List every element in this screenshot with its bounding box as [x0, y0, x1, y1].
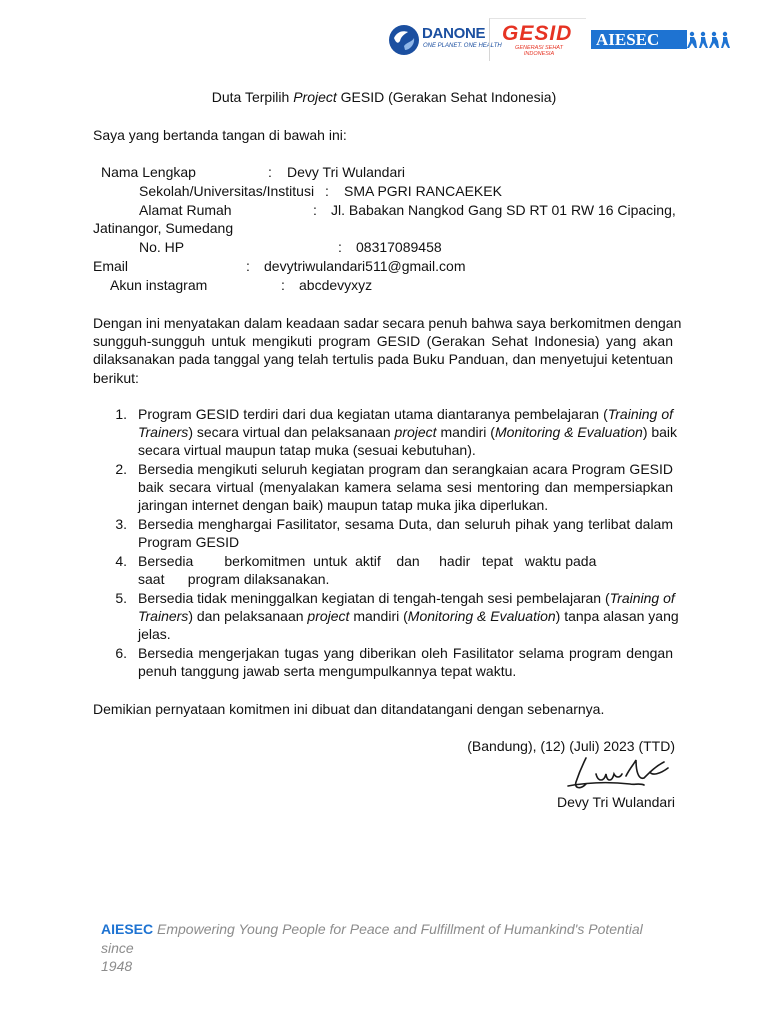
danone-globe-icon	[388, 24, 420, 56]
field-sekolah-label: Sekolah/Universitas/Institusi	[139, 183, 315, 199]
list-number: 1.	[115, 406, 127, 422]
list-item-2-line-3: jaringan internet dengan baik) maupun tatap muka jika diperlukan.	[138, 497, 549, 513]
field-sekolah-colon: :	[325, 183, 329, 199]
list-item-4-line-2: saat program dilaksanakan.	[138, 571, 330, 587]
document-title	[0, 88, 768, 107]
field-instagram-colon: :	[281, 277, 285, 293]
field-hp-label: No. HP	[139, 239, 185, 255]
intro-line: Saya yang bertanda tangan di bawah ini:	[93, 127, 347, 143]
gesid-subtitle: GENERASI SEHAT INDONESIA	[515, 45, 563, 57]
field-instagram-label: Akun instagram	[110, 277, 208, 293]
list-item-6-line-1: Bersedia mengerjakan tugas yang diberikan oleh Fasilitator selama program dengan	[138, 645, 673, 661]
footer	[101, 920, 661, 976]
danone-name: DANONE	[422, 25, 486, 42]
statement-line-2: sungguh-sungguh untuk mengikuti program GESID (Gerakan Sehat Indonesia) yang akan	[93, 333, 673, 349]
signer-name: Devy Tri Wulandari	[556, 794, 675, 810]
list-item-5-line-1: Bersedia tidak meninggalkan kegiatan di tengah-tengah sesi pembelajaran (Training of	[138, 590, 675, 606]
statement-line-4: berikut:	[93, 370, 139, 386]
field-email-value: devytriwulandari511@gmail.com	[264, 258, 466, 274]
list-number: 6.	[115, 645, 127, 661]
list-item-2-line-1: Bersedia mengikuti seluruh kegiatan program dan serangkaian acara Program GESID	[138, 461, 673, 477]
gesid-logo	[489, 18, 586, 61]
date-line: (Bandung), (12) (Juli) 2023 (TTD)	[467, 738, 675, 754]
title-post: GESID (Gerakan Sehat Indonesia)	[336, 89, 557, 105]
field-instagram-value: abcdevyxyz	[299, 277, 373, 293]
list-item-3-line-2: Program GESID	[138, 534, 240, 550]
list-item-5-line-3: jelas.	[138, 626, 171, 642]
list-item-1-line-1: Program GESID terdiri dari dua kegiatan utama diantaranya pembelajaran (Training of	[138, 406, 673, 422]
title-italic: Project	[293, 89, 337, 105]
list-item-6-line-2: penuh tanggung jawab serta mengumpulkannya tepat waktu.	[138, 663, 517, 679]
aiesec-logo	[591, 30, 731, 49]
people-icon	[675, 30, 731, 49]
field-hp-colon: :	[338, 239, 342, 255]
list-number: 3.	[115, 516, 127, 532]
statement-line-3: dilaksanakan pada tanggal yang telah tertulis pada Buku Panduan, dan menyetujui ketentuan	[93, 351, 673, 367]
closing-line: Demikian pernyataan komitmen ini dibuat dan ditandatangani dengan sebenarnya.	[93, 701, 605, 717]
list-item-4-line-1: Bersedia berkomitmen untuk aktif dan hadir tepat waktu pada	[138, 553, 597, 569]
list-item-1-line-3: secara virtual maupun tatap muka (sesuai kebutuhan).	[138, 442, 476, 458]
danone-tagline: ONE PLANET. ONE HEALTH	[423, 43, 502, 49]
danone-logo	[386, 22, 502, 58]
title-pre: Duta Terpilih	[211, 89, 294, 105]
list-number: 5.	[115, 590, 127, 606]
field-nama-value: Devy Tri Wulandari	[287, 164, 406, 180]
footer-tagline-line1: Empowering Young People for Peace and Fulfillment of Humankind's Potential since	[101, 921, 643, 956]
list-number: 2.	[115, 461, 127, 477]
field-nama-colon: :	[268, 164, 272, 180]
field-nama-label: Nama Lengkap	[101, 164, 196, 180]
footer-tagline-line2: 1948	[101, 958, 133, 974]
field-email-colon: :	[246, 258, 250, 274]
field-alamat-label: Alamat Rumah	[139, 202, 232, 218]
aiesec-name: AIESEC	[596, 30, 660, 49]
field-sekolah-value: SMA PGRI RANCAEKEK	[344, 183, 502, 199]
list-item-1-line-2: Trainers) secara virtual dan pelaksanaan project mandiri (Monitoring & Evaluation) baik	[138, 424, 678, 440]
field-hp-value: 08317089458	[356, 239, 442, 255]
list-number: 4.	[115, 553, 127, 569]
gesid-name: GESID	[502, 22, 573, 45]
list-item-5-line-2: Trainers) dan pelaksanaan project mandiri (Monitoring & Evaluation) tanpa alasan yang	[138, 608, 679, 624]
signature-image	[560, 752, 672, 796]
statement-line-1: Dengan ini menyatakan dalam keadaan sadar secara penuh bahwa saya berkomitmen dengan	[93, 315, 682, 331]
footer-brand: AIESEC	[101, 921, 154, 937]
field-alamat-colon: :	[313, 202, 317, 218]
list-item-3-line-1: Bersedia menghargai Fasilitator, sesama Duta, dan seluruh pihak yang terlibat dalam	[138, 516, 673, 532]
field-alamat-value-line2: Jatinangor, Sumedang	[93, 220, 234, 236]
field-alamat-value-line1: Jl. Babakan Nangkod Gang SD RT 01 RW 16 Cipacing,	[331, 202, 676, 218]
field-email-label: Email	[93, 258, 129, 274]
list-item-2-line-2: baik secara virtual (menyalakan kamera selama sesi mentoring dan mempersiapkan	[138, 479, 673, 495]
